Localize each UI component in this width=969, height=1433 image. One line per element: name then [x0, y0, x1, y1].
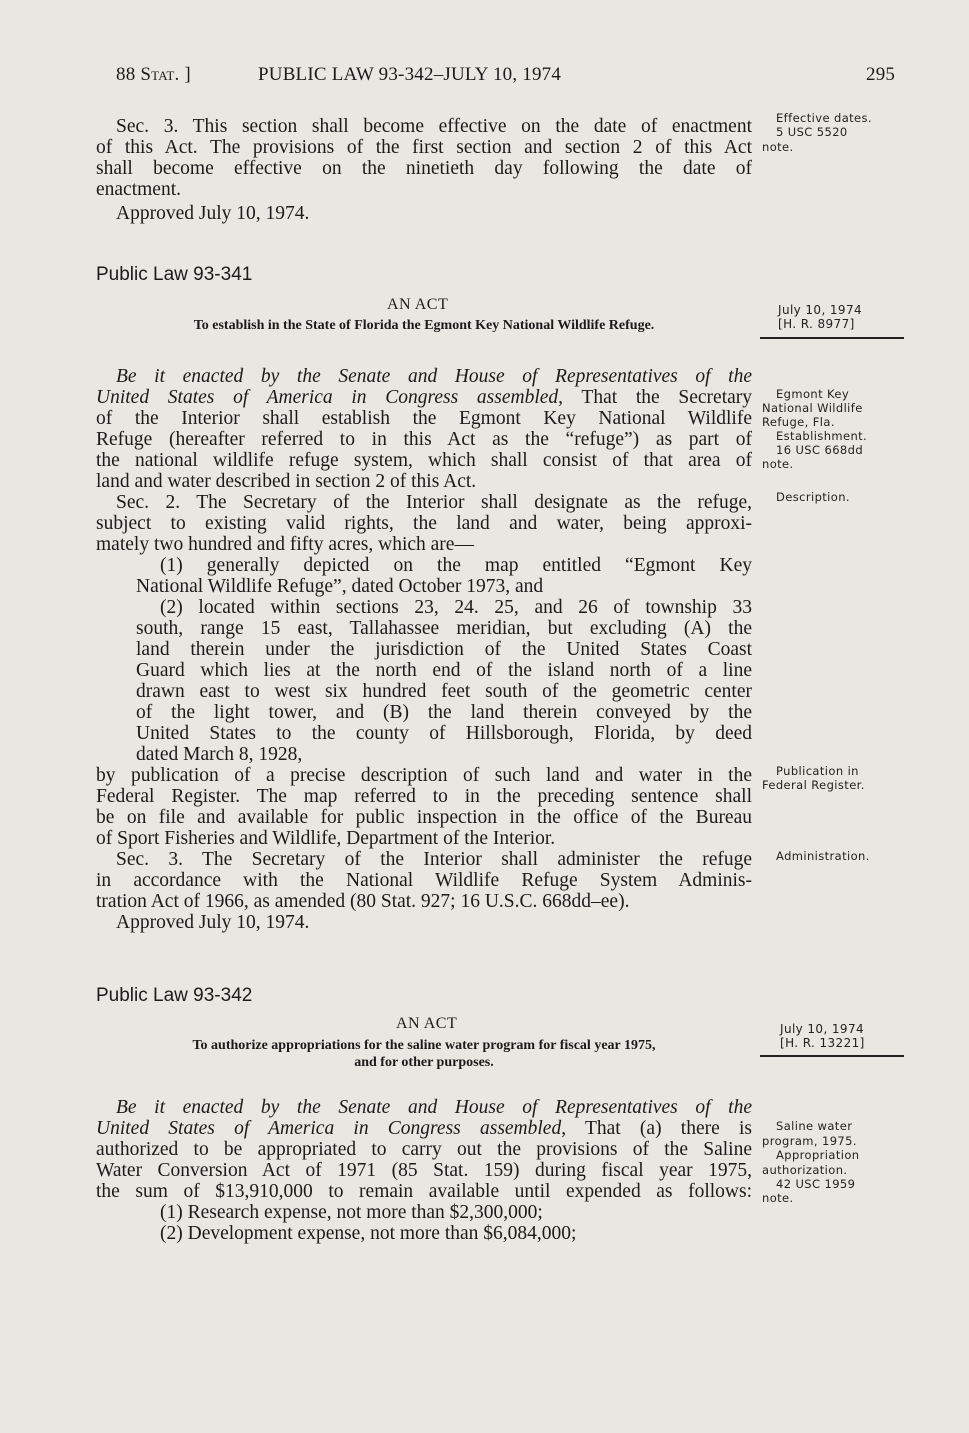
law-93-342-enacting-1: Be it enacted by the Senate and House of Representatives of the — [116, 1097, 752, 1118]
prev-sec3-line-2: of this Act. The provisions of the first section and section 2 of this Act — [96, 137, 752, 158]
item2-line-4: Guard which lies at the north end of the island north of a line — [136, 660, 752, 681]
law-93-341-approved: Approved July 10, 1974. — [116, 912, 310, 933]
law-93-341-body-4: land and water described in section 2 of this Act. — [96, 471, 477, 492]
margin-note: note. — [762, 140, 794, 154]
margin-publication-1: Publication in — [776, 764, 859, 778]
law-93-341-body-3: the national wildlife refuge system, which shall consist of that area of — [96, 450, 752, 471]
sec3-line-1: Sec. 3. The Secretary of the Interior shall administer the refuge — [116, 849, 752, 870]
margin-appropriation: Appropriation — [776, 1148, 860, 1162]
margin-egmont-3: Refuge, Fla. — [762, 415, 835, 429]
law-93-342-heading: Public Law 93-342 — [96, 985, 253, 1006]
margin-note-2: note. — [762, 457, 794, 471]
law-93-342-body-1: authorized to be appropriated to carry out the provisions of the Saline — [96, 1139, 752, 1160]
law-93-341-enacting-2 — [96, 387, 752, 408]
margin-usc-1959: 42 USC 1959 — [776, 1177, 856, 1191]
item1-line-2: National Wildlife Refuge”, dated October 1973, and — [136, 576, 544, 597]
prev-sec3-line-3: shall become effective on the ninetieth day following the date of — [96, 158, 752, 179]
law-93-341-heading: Public Law 93-341 — [96, 264, 253, 285]
prev-sec3-line-4: enactment. — [96, 179, 181, 200]
law-93-342-item-1: (1) Research expense, not more than $2,300,000; — [160, 1202, 543, 1223]
item2-line-3: land therein under the jurisdiction of the United States Coast — [136, 639, 752, 660]
pub-line-1: by publication of a precise description of such land and water in the — [96, 765, 752, 786]
law-93-341-body-1: of the Interior shall establish the Egmont Key National Wildlife — [96, 408, 752, 429]
law-93-342-body-2: Water Conversion Act of 1971 (85 Stat. 159) during fiscal year 1975, — [96, 1160, 752, 1181]
law-93-342-description-1: To authorize appropriations for the saline water program for fiscal year 1975, — [192, 1038, 656, 1053]
law-93-341-enacting-1: Be it enacted by the Senate and House of Representatives of the — [116, 366, 752, 387]
enacting-clause-italic-2: United States of America in Congress assembled, — [96, 1118, 567, 1139]
enacting-clause-italic: United States of America in Congress assembled, — [96, 387, 564, 408]
margin-saline-2: program, 1975. — [762, 1134, 857, 1148]
margin-note-3: note. — [762, 1191, 794, 1205]
prev-sec3-line-1: Sec. 3. This section shall become effective on the date of enactment — [116, 116, 752, 137]
law-93-342-item-2: (2) Development expense, not more than $6,084,000; — [160, 1223, 577, 1244]
page-number: 295 — [866, 64, 896, 85]
item2-line-6: of the light tower, and (B) the land therein conveyed by the — [136, 702, 752, 723]
enacting-clause-rest: That the Secretary — [563, 387, 753, 408]
pub-line-4: of Sport Fisheries and Wildlife, Department of the Interior. — [96, 828, 556, 849]
item2-line-7: United States to the county of Hillsborough, Florida, by deed — [136, 723, 752, 744]
margin-egmont-1: Egmont Key — [776, 387, 850, 401]
law-93-341-bill: [H. R. 8977] — [778, 317, 855, 331]
sec2-line-3: mately two hundred and fifty acres, which are— — [96, 534, 474, 555]
law-93-342-date: July 10, 1974 — [780, 1022, 865, 1036]
margin-publication-2: Federal Register. — [762, 778, 865, 792]
law-93-342-enacting-2 — [96, 1118, 752, 1139]
sec3-line-2: in accordance with the National Wildlife Refuge System Adminis- — [96, 870, 752, 891]
margin-rule — [760, 337, 904, 339]
item2-line-5: drawn east to west six hundred feet south of the geometric center — [136, 681, 752, 702]
sec2-line-2: subject to existing valid rights, the land and water, being approxi- — [96, 513, 752, 534]
margin-administration: Administration. — [776, 849, 870, 863]
law-93-341-description: To establish in the State of Florida the Egmont Key National Wildlife Refuge. — [193, 318, 655, 333]
sec3-line-3: tration Act of 1966, as amended (80 Stat. 927; 16 U.S.C. 668dd–ee). — [96, 891, 630, 912]
margin-description: Description. — [776, 490, 850, 504]
law-93-341-body-2: Refuge (hereafter referred to in this Act as the “refuge”) as part of — [96, 429, 752, 450]
item2-line-2: south, range 15 east, Tallahassee meridian, but excluding (A) the — [136, 618, 752, 639]
law-93-341-date: July 10, 1974 — [778, 303, 863, 317]
item1-line-1: (1) generally depicted on the map entitled “Egmont Key — [160, 555, 752, 576]
margin-usc-668dd: 16 USC 668dd — [776, 443, 864, 457]
margin-authorization: authorization. — [762, 1163, 848, 1177]
law-93-342-bill: [H. R. 13221] — [780, 1036, 865, 1050]
pub-line-3: be on file and available for public inspection in the office of the Bureau — [96, 807, 752, 828]
law-93-342-description-2: and for other purposes. — [354, 1055, 494, 1070]
sec2-line-1: Sec. 2. The Secretary of the Interior shall designate as the refuge, — [116, 492, 752, 513]
margin-usc-5520: 5 USC 5520 — [776, 125, 848, 139]
item2-line-1: (2) located within sections 23, 24. 25, and 26 of township 33 — [160, 597, 752, 618]
enacting-clause-rest-2: That (a) there is — [566, 1118, 752, 1139]
margin-saline-1: Saline water — [776, 1119, 853, 1133]
pub-line-2: Federal Register. The map referred to in the preceding sentence shall — [96, 786, 752, 807]
law-93-342-act-label: AN ACT — [396, 1015, 458, 1032]
margin-rule-2 — [760, 1055, 904, 1057]
margin-effective-dates: Effective dates. — [776, 111, 872, 125]
item2-line-8: dated March 8, 1928, — [136, 744, 303, 765]
margin-egmont-2: National Wildlife — [762, 401, 863, 415]
stat-volume: 88 Stat. ] — [116, 64, 191, 85]
prev-approved: Approved July 10, 1974. — [116, 203, 310, 224]
page-title: PUBLIC LAW 93-342–JULY 10, 1974 — [258, 64, 562, 85]
law-93-341-act-label: AN ACT — [387, 296, 449, 313]
margin-establishment: Establishment. — [776, 429, 868, 443]
law-93-342-body-3: the sum of $13,910,000 to remain available until expended as follows: — [96, 1181, 752, 1202]
